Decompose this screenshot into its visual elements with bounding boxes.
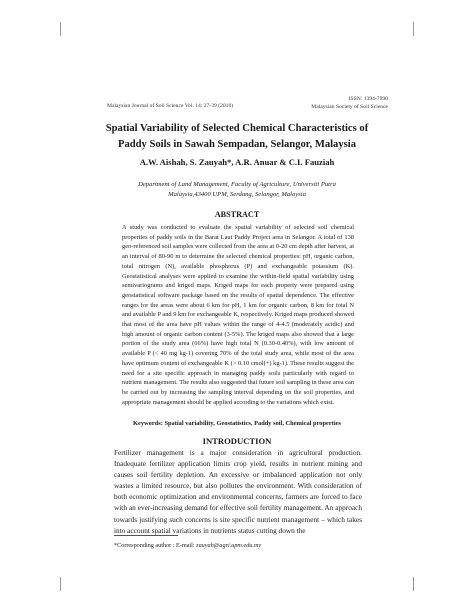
- crop-mark-bottom-right-v: [413, 577, 414, 591]
- header-right: [311, 95, 388, 111]
- issn: ISSN: 1394-7990: [348, 96, 388, 102]
- affiliation-line-2: Malaysia,43400 UPM, Serdang, Selangor, Malaysia: [168, 191, 306, 198]
- footnote-divider: [114, 535, 178, 536]
- footnote-email[interactable]: zauyah@agri.upm.edu.my: [196, 542, 262, 549]
- affiliation: [95, 180, 379, 200]
- footnote: [114, 542, 261, 549]
- crop-mark-top-left-v: [60, 22, 61, 36]
- author-list: A.W. Aishah, S. Zauyah*, A.R. Anuar & C.I. Fauziah: [139, 157, 335, 167]
- society-name: Malaysian Society of Soil Science: [311, 104, 388, 110]
- introduction-heading: INTRODUCTION: [202, 436, 272, 446]
- title-line-1: Spatial Variability of Selected Chemical Characteristics of: [105, 123, 369, 134]
- introduction-body: Fertilizer management is a major consideration in agricultural production. Inadequate fertilizer application limits crop yield, results in nutrient mining and causes soil fertility depletion. An excessive or imbalanced application not only wastes a limited resource, but also pollutes the environment. With consideration of both economic optimization and environmental concerns, farmers are forced to face with an ever-increasing demand for effective soil fertility management. An approach towards justifying such concerns is site specific nutrient management – which takes into account spatial variations in nutrients status cutting down the: [114, 448, 362, 535]
- footnote-label: *Corresponding author : E-mail:: [114, 542, 195, 549]
- abstract-heading: ABSTRACT: [214, 210, 260, 219]
- crop-mark-top-right-v: [413, 22, 414, 36]
- abstract-body: A study was conducted to evaluate the spatial variability of selected soil chemical properties of paddy soils in the Barat Laut Paddy Project area in Selangor. A total of 138 geo-referenced soil samples were collected from the area at 0-20 cm depth after harvest, at an interval of 80-90 m to determine the selected chemical properties: pH, organic carbon, total nitrogen (N), available phosphorus (P) and exchangeable potassium (K). Geostatistical analyses were applied to examine the within-field spatial variability using semivariograms and kriged maps. Kriged maps for each property were prepared using geostatistical software package based on the results of spatial dependence. The effective ranges for the areas were about 6 km for pH, 1 km for organic carbon, 8 km for total N and available P and 9 km for exchangeable K, respectively. Kriged maps produced showed that most of the area have pH values within the range of 4-4.5 (moderately acidic) and high amount of organic carbon content (3-5%). The kriged maps also showed that a large portion of the study area (66%) have high total N (0.30-0.40%), with low amount of available P (< 40 mg kg-1) covering 70% of the total study area, while most of the area have optimum content of exchangeable K (> 0.10 cmol(+) kg-1). These results suggest the need for a site specific approach in managing paddy soils particularly with regard to nutrient management. The results also suggested that future soil sampling in these area can be carried out by increasing the sampling interval depending on the soil properties, and appropriate management should be applied according to the variations which exist.: [122, 224, 355, 406]
- journal-citation: Malaysian Journal of Soil Science Vol. 14: 27-39 (2010): [107, 103, 234, 109]
- title-line-2: Paddy Soils in Sawah Sempadan, Selangor, Malaysia: [117, 139, 357, 150]
- paper-title: [95, 121, 379, 153]
- affiliation-line-1: Department of Land Management, Faculty of Agriculture, Universiti Putra: [138, 181, 336, 188]
- crop-mark-bottom-left-v: [60, 577, 61, 591]
- keywords: Keywords: Spatial variability, Geostatistics, Paddy soil, Chemical properties: [133, 420, 341, 427]
